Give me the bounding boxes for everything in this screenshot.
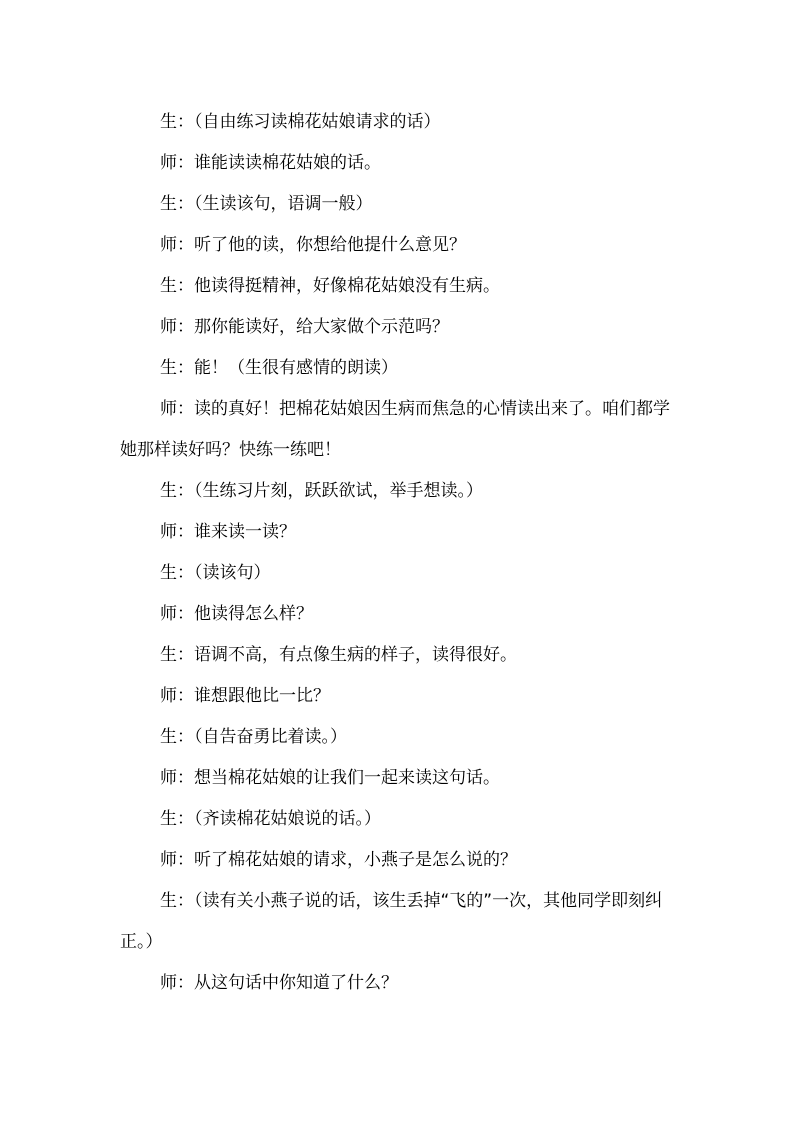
paragraph: 生：（生读该句，语调一般） (160, 194, 373, 214)
paragraph: 生：（齐读棉花姑娘说的话。） (160, 809, 381, 829)
document-body (120, 102, 680, 1004)
paragraph: 生：（读有关小燕子说的话，该生丢掉“飞的”一次，其他同学即刻纠正。） (120, 891, 663, 952)
paragraph: 生：他读得挺精神，好像棉花姑娘没有生病。 (160, 276, 500, 296)
paragraph: 师：读的真好！把棉花姑娘因生病而焦急的心情读出来了。咱们都学她那样读好吗？快练一练吧！ (120, 399, 670, 460)
paragraph: 师：从这句话中你知道了什么？ (160, 973, 398, 993)
paragraph: 生：语调不高，有点像生病的样子，读得很好。 (160, 645, 517, 665)
paragraph: 师：听了他的读，你想给他提什么意见？ (160, 235, 466, 255)
paragraph: 师：他读得怎么样？ (160, 604, 313, 624)
paragraph: 生：（生练习片刻，跃跃欲试，举手想读。） (160, 481, 483, 501)
paragraph: 师：那你能读好，给大家做个示范吗？ (160, 317, 449, 337)
paragraph: 师：谁来读一读？ (160, 522, 296, 542)
paragraph: 生：能！（生很有感情的朗读） (160, 358, 398, 378)
paragraph: 生：（自告奋勇比着读。） (160, 727, 347, 747)
paragraph: 师：听了棉花姑娘的请求，小燕子是怎么说的？ (160, 850, 517, 870)
paragraph: 师：谁能读读棉花姑娘的话。 (160, 153, 381, 173)
paragraph: 师：谁想跟他比一比？ (160, 686, 330, 706)
paragraph: 生：（自由练习读棉花姑娘请求的话） (160, 112, 441, 132)
paragraph: 生：（读该句） (160, 563, 271, 583)
paragraph: 师：想当棉花姑娘的让我们一起来读这句话。 (160, 768, 500, 788)
